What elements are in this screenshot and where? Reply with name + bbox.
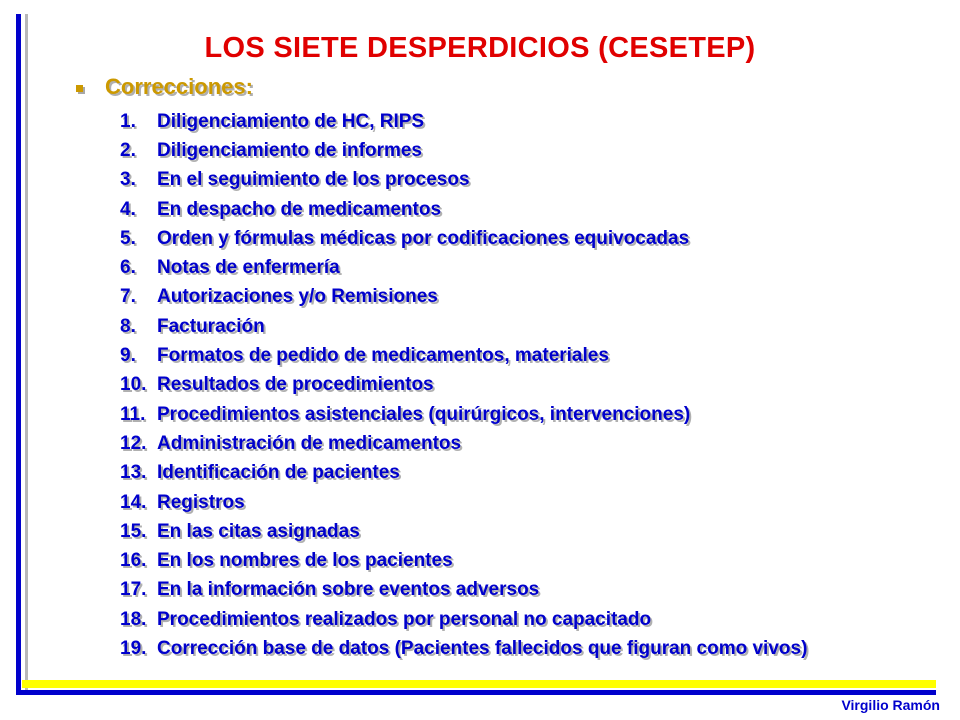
list-item (120, 546, 807, 575)
list-item (120, 341, 807, 370)
list-item-number: 14. (120, 491, 147, 513)
left-blue-bar (16, 14, 21, 694)
list-item-text: En las citas asignadas (157, 520, 360, 542)
list-item (120, 283, 807, 312)
list-item-number: 15. (120, 520, 147, 542)
list-item-text: Resultados de procedimientos (157, 374, 434, 396)
list-item-number: 9. (120, 345, 136, 367)
list-item (120, 371, 807, 400)
list-item-number: 4. (120, 198, 136, 220)
list-item-text: Diligenciamiento de HC, RIPS (157, 110, 425, 132)
bottom-blue-bar (16, 690, 936, 695)
list-item (120, 488, 807, 517)
list-item-number: 2. (120, 139, 136, 161)
list-item-text: En los nombres de los pacientes (157, 550, 453, 572)
list-item-text: Autorizaciones y/o Remisiones (157, 286, 438, 308)
list-item-number: 18. (120, 608, 147, 630)
list-item-number: 16. (120, 550, 147, 572)
list-item-text: Diligenciamiento de informes (157, 139, 422, 161)
list-item-number: 17. (120, 579, 147, 601)
list-item-text: Procedimientos asistenciales (quirúrgicos, intervenciones) (157, 403, 691, 425)
list-item (120, 312, 807, 341)
list-item (120, 605, 807, 634)
list-item-number: 13. (120, 462, 147, 484)
list-item-text: Orden y fórmulas médicas por codificaciones equivocadas (157, 227, 690, 249)
list-item (120, 517, 807, 546)
list-item-text: Formatos de pedido de medicamentos, materiales (157, 345, 609, 367)
list-item-number: 1. (120, 110, 136, 132)
list-item-number: 12. (120, 432, 147, 454)
list-item-text: Notas de enfermería (157, 257, 340, 279)
list-item-number: 3. (120, 169, 136, 191)
list-item (120, 429, 807, 458)
list-item-text: En la información sobre eventos adversos (157, 579, 540, 601)
bottom-yellow-bar (22, 680, 936, 688)
square-bullet-icon (76, 85, 83, 92)
list-item-text: Registros (157, 491, 245, 513)
list-item-text: Administración de medicamentos (157, 432, 462, 454)
section-heading (76, 74, 253, 100)
list-item-text: En despacho de medicamentos (157, 198, 442, 220)
list-item-number: 5. (120, 227, 136, 249)
list-item (120, 400, 807, 429)
list-item (120, 224, 807, 253)
list-item (120, 253, 807, 282)
list-item-number: 19. (120, 637, 147, 659)
corrections-list (120, 107, 807, 664)
slide-title: LOS SIETE DESPERDICIOS (CESETEP) (204, 32, 756, 64)
list-item-number: 8. (120, 315, 136, 337)
list-item (120, 634, 807, 663)
list-item (120, 195, 807, 224)
list-item (120, 107, 807, 136)
section-heading-label: Correcciones: (105, 74, 253, 99)
list-item-text: Procedimientos realizados por personal no capacitado (157, 608, 652, 630)
list-item (120, 136, 807, 165)
list-item-number: 11. (120, 403, 146, 425)
list-item-text: En el seguimiento de los procesos (157, 169, 470, 191)
list-item-number: 6. (120, 257, 136, 279)
left-gray-bar (25, 14, 28, 690)
list-item (120, 576, 807, 605)
list-item-text: Facturación (157, 315, 265, 337)
list-item (120, 166, 807, 195)
list-item (120, 459, 807, 488)
author-footer: Virgilio Ramón (841, 697, 940, 713)
list-item-text: Identificación de pacientes (157, 462, 400, 484)
list-item-number: 10. (120, 374, 147, 396)
list-item-number: 7. (120, 286, 136, 308)
list-item-text: Corrección base de datos (Pacientes fallecidos que figuran como vivos) (157, 637, 808, 659)
